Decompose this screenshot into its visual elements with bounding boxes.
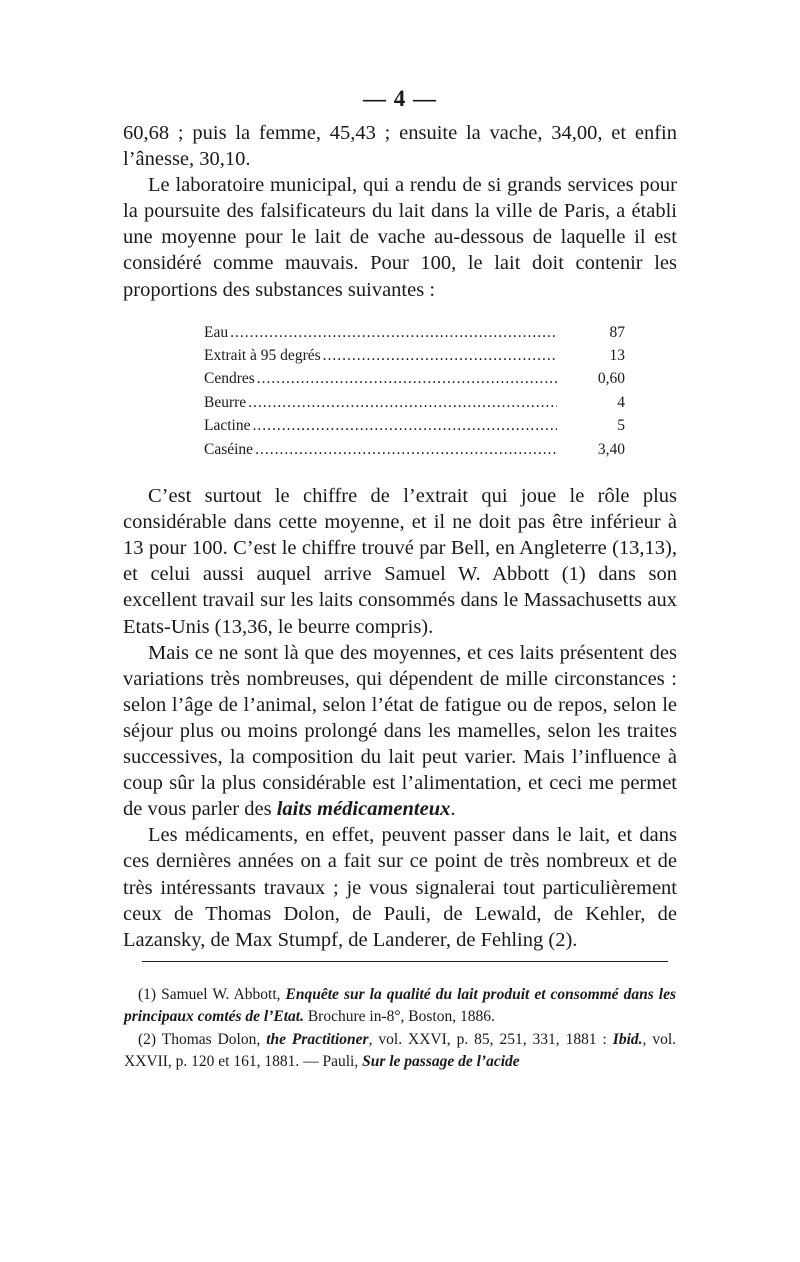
row-value: 3,40 — [597, 440, 625, 458]
row-label: Eau — [204, 323, 229, 341]
row-label: Cendres — [204, 370, 255, 388]
dot-leader — [248, 391, 557, 414]
footnote-italic: Ibid. — [612, 1031, 643, 1048]
page-number: — 4 — — [363, 86, 437, 111]
row-value: 4 — [617, 393, 625, 411]
row-value: 87 — [609, 323, 625, 341]
footnote-text: , vol. XXVI, p. 85, 251, 331, 1881 : — [368, 1031, 613, 1048]
paragraph: 60,68 ; puis la femme, 45,43 ; ensuite la vache, 34,00, et enfin l’ânesse, 30,10. — [123, 122, 677, 171]
dot-leader — [255, 438, 557, 461]
row-value: 13 — [609, 347, 625, 365]
paragraph — [123, 640, 677, 823]
row-value: 5 — [617, 417, 625, 435]
table-row — [204, 391, 625, 414]
table-row — [204, 414, 625, 437]
footnote-italic: the Practitioner — [266, 1031, 369, 1048]
italic-term: laits médicamenteux — [276, 798, 451, 821]
paragraph: C’est surtout le chiffre de l’extrait qui joue le rôle plus considérable dans cette moyenne, et il ne doit pas être inférieur à 13 pour 100. C’est le chiffre trouvé par Bell, en Angleterre (13,13), et celui aussi auquel arrive Samuel W. Abbott (1) dans son excellent travail sur les laits consommés dans le Massachusetts aux Etats-Unis (13,36, le beurre compris). — [123, 485, 677, 638]
paragraph-end: . — [450, 798, 456, 821]
row-label: Caséine — [204, 440, 254, 458]
row-value: 0,60 — [597, 370, 625, 388]
footnote-2 — [124, 1029, 676, 1072]
footnote-text: , vol. XXVII, p. 120 et 161, 1881. — Pauli, — [124, 1031, 676, 1070]
paragraph: Le laboratoire municipal, qui a rendu de si grands services pour la poursuite des falsificateurs du lait dans la ville de Paris, a établi une moyenne pour le lait de vache au-dessous de laquelle il est considéré comme mauvais. Pour 100, le lait doit contenir les proportions des substances suivantes : — [123, 174, 677, 301]
table-row — [204, 321, 625, 344]
footnote-text: (1) Samuel W. Abbott, — [138, 986, 286, 1003]
footnotes — [124, 984, 676, 1074]
dot-leader — [230, 321, 557, 344]
footnote-rule — [142, 961, 668, 962]
row-label: Lactine — [204, 417, 251, 435]
dot-leader — [257, 367, 557, 390]
milk-composition-table — [204, 321, 625, 461]
footnote-italic: Sur le passage de l’acide — [362, 1052, 520, 1070]
paragraph-text: Mais ce ne sont là que des moyennes, et ces laits présentent des variations très nombreuses, qui dépendent de mille circonstances : selon l’âge de l’animal, selon l’état de fatigue ou de repos, selon le séjour plus ou moins prolongé dans les mamelles, selon les traites successives, la composition du lait peut varier. Mais l’influence à coup sûr la plus considérable est l’alimentation, et ceci me permet de vous parler des — [123, 641, 677, 821]
row-label: Extrait à 95 degrés — [204, 347, 321, 365]
footnote-text: (2) Thomas Dolon, — [138, 1031, 267, 1048]
row-label: Beurre — [204, 393, 247, 411]
dot-leader — [252, 414, 557, 437]
dot-leader — [323, 344, 557, 367]
footnote-text: Brochure in-8°, Boston, 1886. — [303, 1007, 495, 1025]
table-row — [204, 438, 625, 461]
paragraph: Les médicaments, en effet, peuvent passer dans le lait, et dans ces dernières années on a fait sur ce point de très nombreux et de très intéressants travaux ; je vous signalerai tout particulièrement ceux de Thomas Dolon, de Pauli, de Lewald, de Kehler, de Lazansky, de Max Stumpf, de Landerer, de Fehling (2). — [123, 824, 677, 951]
main-text — [123, 120, 677, 953]
table-row — [204, 367, 625, 390]
footnote-1 — [124, 984, 676, 1027]
table-row — [204, 344, 625, 367]
footnote-italic: Enquête sur la qualité du lait produit et consommé dans les principaux comtés de l’Etat. — [124, 986, 676, 1025]
